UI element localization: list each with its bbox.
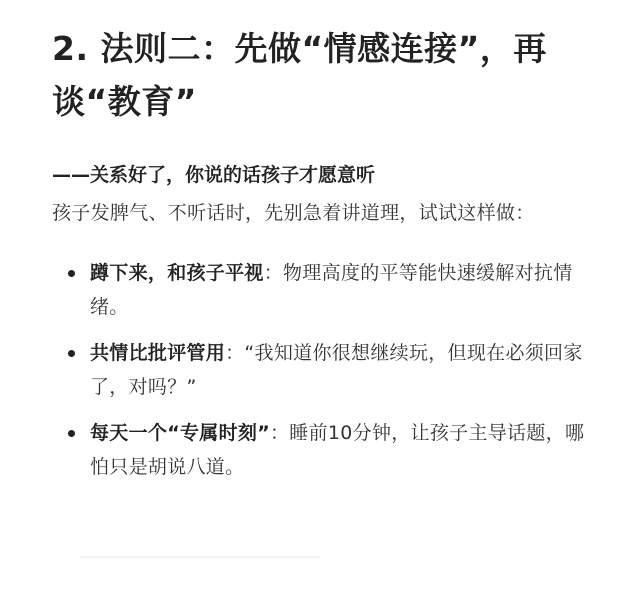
list-item xyxy=(52,416,592,484)
tip-title: 蹲下来，和孩子平视 xyxy=(90,262,264,284)
bullet-icon xyxy=(68,270,75,277)
bullet-icon xyxy=(68,430,75,437)
divider xyxy=(80,556,320,558)
tip-body: ：睡前10分钟，让孩子主导话题，哪怕只是胡说八道。 xyxy=(90,422,585,478)
bullet-icon xyxy=(68,350,75,357)
article xyxy=(52,22,592,496)
list-item xyxy=(52,336,592,404)
intro-paragraph: 孩子发脾气、不听话时，先别急着讲道理，试试这样做： xyxy=(52,202,535,224)
section-heading: 2. 法则二：先做“情感连接”，再谈“教育” xyxy=(52,29,547,121)
list-item xyxy=(52,256,592,324)
tip-body: ：物理高度的平等能快速缓解对抗情绪。 xyxy=(90,262,573,318)
tips-list xyxy=(52,256,592,484)
tip-title: 每天一个“专属时刻” xyxy=(90,422,270,444)
tip-title: 共情比批评管用 xyxy=(90,342,226,364)
section-subheading: ——关系好了，你说的话孩子才愿意听 xyxy=(52,164,376,186)
tip-body: ：“我知道你很想继续玩，但现在必须回家了，对吗？” xyxy=(90,342,583,398)
